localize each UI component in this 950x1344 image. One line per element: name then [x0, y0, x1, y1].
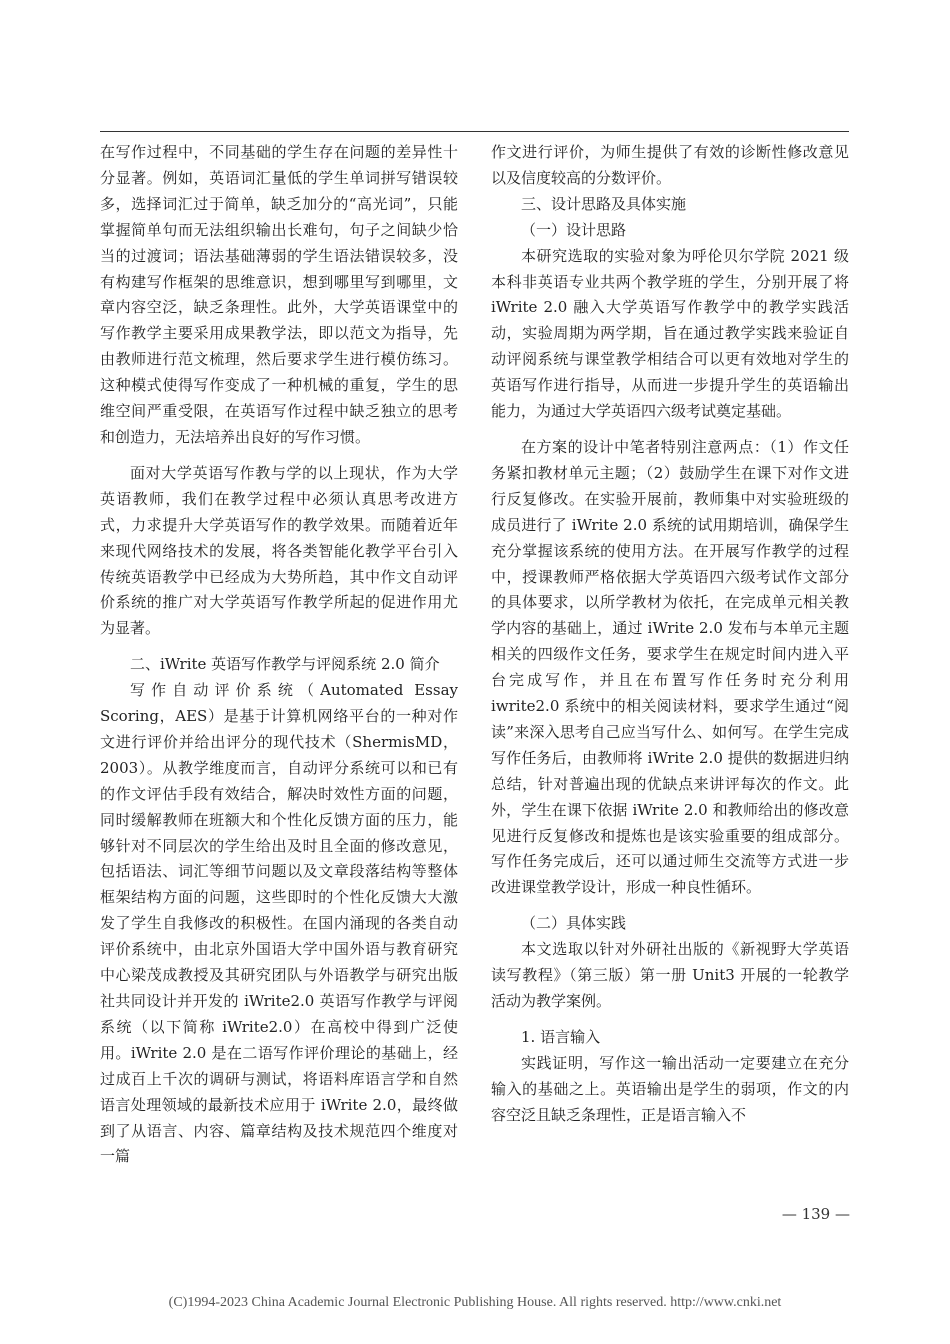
body-paragraph: 在方案的设计中笔者特别注意两点：（1）作文任务紧扣教材单元主题；（2）鼓励学生在课下对作文进行反复修改。在实验开展前，教师集中对实验班级的成员进行了 iWrite 2.0 系统的试用期培训，确保学生充分掌握该系统的使用方法。在开展写作教学的过程中，授课教师严格依据大学英语四六级考试作文部分的具体要求，以所学教材为依托，在完成单元相关教学内容的基础上，通过 iWrite 2.0 发布与本单元主题相关的四级作文任务，要求学生在规定时间内进入平台完成写作，并且在布置写作任务时充分利用 iwrite2.0 系统中的相关阅读材料，要求学生通过“阅读”来深入思考自己应当写什么、如何写。在学生完成写作任务后，由教师将 iWrite 2.0 提供的数据进归纳总结，针对普遍出现的优缺点来讲评每次的作文。此外，学生在课下依据 iWrite 2.0 和教师给出的修改意见进行反复修改和提炼也是该实验重要的组成部分。写作任务完成后，还可以通过师生交流等方式进一步改进课堂教学设计，形成一种良性循环。	[491, 437, 849, 897]
body-paragraph: 实践证明，写作这一输出活动一定要建立在充分输入的基础之上。英语输出是学生的弱项，作文的内容空泛且缺乏条理性，正是语言输入不	[491, 1053, 849, 1124]
body-paragraph: 作文进行评价，为师生提供了有效的诊断性修改意见以及信度较高的分数评价。	[491, 143, 849, 187]
left-column	[100, 140, 458, 1180]
page-number: — 139 —	[781, 1205, 850, 1223]
header-rule	[100, 131, 849, 132]
body-paragraph: 写作自动评价系统（Automated Essay Scoring，AES）是基于计算机网络平台的一种对作文进行评价并给出评分的现代技术（ShermisMD，2003）。从教学维度而言，自动评分系统可以和已有的作文评估手段有效结合，解决时效性方面的问题，同时缓解教师在班额大和个性化反馈方面的压力，能够针对不同层次的学生给出及时且全面的修改意见，包括语法、词汇等细节问题以及文章段落结构等整体框架结构方面的问题，这些即时的个性化反馈大大激发了学生自我修改的积极性。在国内涌现的各类自动评价系统中，由北京外国语大学中国外语与教育研究中心梁茂成教授及其研究团队与外语教学与研究出版社共同设计并开发的 iWrite2.0 英语写作教学与评阅系统（以下简称 iWrite2.0）在高校中得到广泛使用。iWrite 2.0 是在二语写作评价理论的基础上，经过成百上千次的调研与测试，将语料库语言学和自然语言处理领域的最新技术应用于 iWrite 2.0，最终做到了从语言、内容、篇章结构及技术规范四个维度对一篇	[100, 681, 458, 1166]
subsection-heading: 1. 语言输入	[521, 1027, 601, 1046]
right-column	[491, 140, 849, 1139]
body-paragraph: 在写作过程中，不同基础的学生存在问题的差异性十分显著。例如，英语词汇量低的学生单词拼写错误较多，选择词汇过于简单，缺乏加分的“高光词”，只能掌握简单句而无法组织输出长难句，句子之间缺少恰当的过渡词；语法基础薄弱的学生语法错误较多，没有构建写作框架的思维意识，想到哪里写到哪里，文章内容空泛，缺乏条理性。此外，大学英语课堂中的写作教学主要采用成果教学法，即以范文为指导，先由教师进行范文梳理，然后要求学生进行模仿练习。这种模式使得写作变成了一种机械的重复，学生的思维空间严重受限，在英语写作过程中缺乏独立的思考和创造力，无法培养出良好的写作习惯。	[100, 143, 458, 446]
body-paragraph: 本研究选取的实验对象为呼伦贝尔学院 2021 级本科非英语专业共两个教学班的学生，分别开展了将 iWrite 2.0 融入大学英语写作教学中的教学实践活动，实验周期为两学期，旨在通过教学实践来验证自动评阅系统与课堂教学相结合可以更有效地对学生的英语写作进行指导，从而进一步提升学生的英语输出能力，为通过大学英语四六级考试奠定基础。	[491, 246, 849, 421]
copyright-footer: (C)1994-2023 China Academic Journal Electronic Publishing House. All rights reserved. http://www.cnki.net	[168, 1295, 782, 1310]
section-heading: 二、iWrite 英语写作教学与评阅系统 2.0 简介	[130, 655, 440, 674]
body-paragraph: 本文选取以针对外研社出版的《新视野大学英语读写教程》（第三版）第一册 Unit3 开展的一轮教学活动为教学案例。	[491, 940, 849, 1010]
section-heading: 三、设计思路及具体实施	[521, 194, 687, 213]
subsection-heading: （二）具体实践	[521, 914, 627, 933]
subsection-heading: （一）设计思路	[521, 220, 627, 239]
body-paragraph: 面对大学英语写作教与学的以上现状，作为大学英语教师，我们在教学过程中必须认真思考改进方式，力求提升大学英语写作的教学效果。而随着近年来现代网络技术的发展，将各类智能化教学平台引入传统英语教学中已经成为大势所趋，其中作文自动评价系统的推广对大学英语写作教学所起的促进作用尤为显著。	[100, 463, 458, 638]
